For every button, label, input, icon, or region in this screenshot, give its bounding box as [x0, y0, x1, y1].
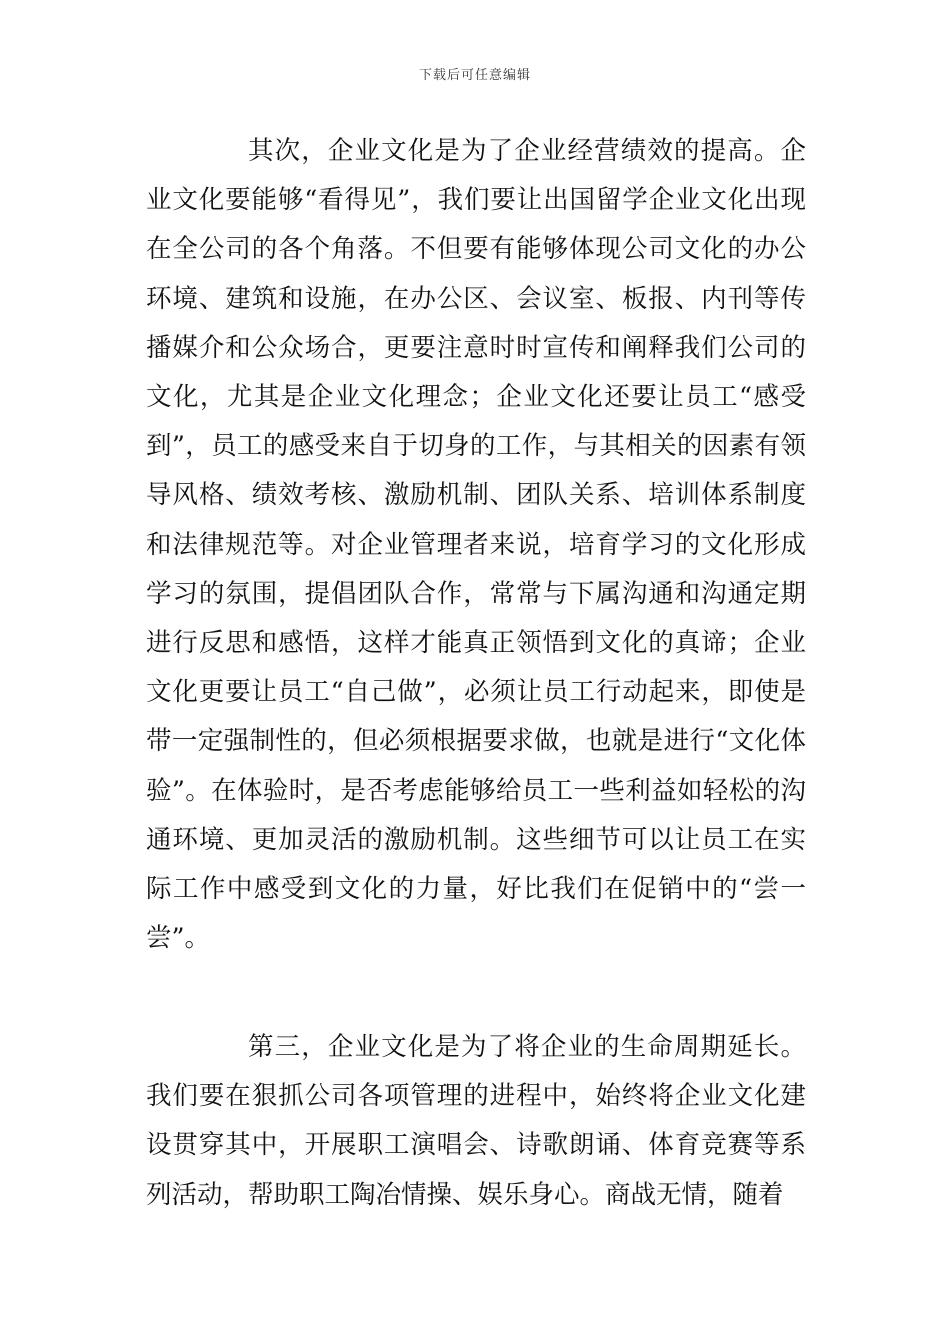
paragraph-culture-lifecycle: 第三，企业文化是为了将企业的生命周期延长。我们要在狠抓公司各项管理的进程中，始终将企业文化建设贯穿其中，开展职工演唱会、诗歌朗诵、体育竞赛等系列活动，帮助职工陶冶情操、娱乐身心。商战无情，随着	[146, 1032, 806, 1210]
paragraph-culture-performance: 其次，企业文化是为了企业经营绩效的提高。企业文化要能够“看得见”，我们要让出国留学企业文化出现在全公司的各个角落。不但要有能够体现公司文化的办公环境、建筑和设施，在办公区、会议室、板报、内刊等传播媒介和公众场合，更要注意时时宣传和阐释我们公司的文化，尤其是企业文化理念；企业文化还要让员工“感受到”，员工的感受来自于切身的工作，与其相关的因素有领导风格、绩效考核、激励机制、团队关系、培训体系制度和法律规范等。对企业管理者来说，培育学习的文化形成学习的氛围，提倡团队合作，常常与下属沟通和沟通定期进行反思和感悟，这样才能真正领悟到文化的真谛；企业文化更要让员工“自己做”，必须让员工行动起来，即使是带一定强制性的，但必须根据要求做，也就是进行“文化体验”。在体验时，是否考虑能够给员工一些利益如轻松的沟通环境、更加灵活的激励机制。这些细节可以让员工在实际工作中感受到文化的力量，好比我们在促销中的“尝一尝”。	[146, 136, 806, 954]
page-header: 下载后可任意编辑	[418, 68, 531, 83]
